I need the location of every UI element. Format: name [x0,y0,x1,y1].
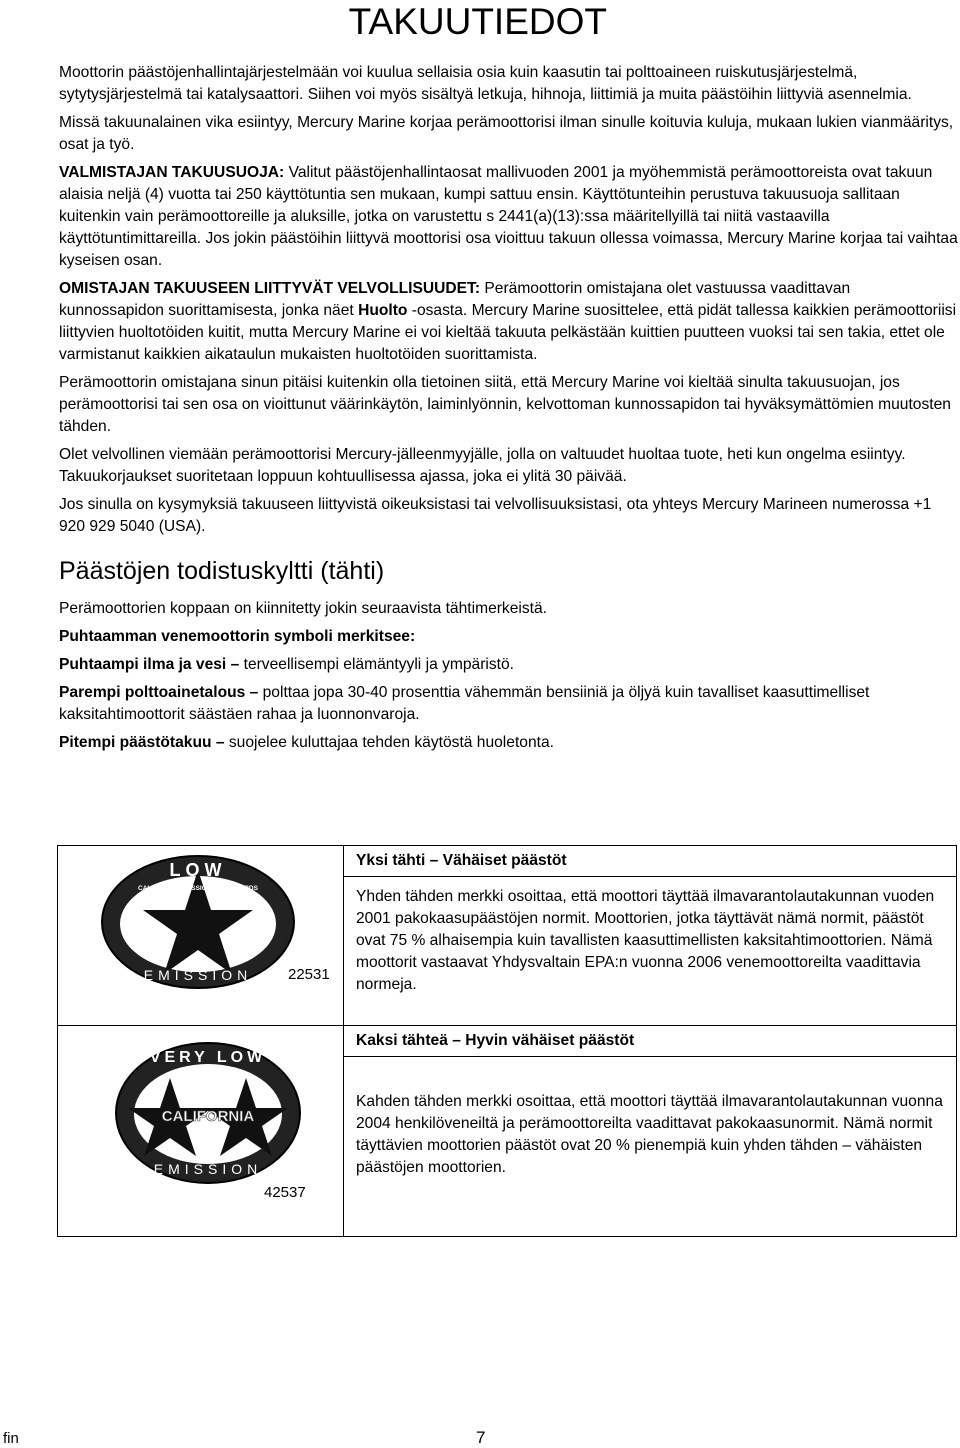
benefit-item [59,732,959,754]
section-intro: Perämoottorien koppaan on kiinnitetty jokin seuraavista tähtimerkeistä. [59,600,547,617]
benefit-label: Puhtaampi ilma ja vesi – [59,656,240,673]
manufacturer-coverage-text: Valitut päästöjenhallintaosat mallivuoden 2001 ja myöhemmistä perämoottoreista ovat takuun alaisia neljä (4) vuotta tai 250 käyttötuntia sen mukaan, kumpi sattuu ensin. Käyttötunteihin perustuva takuusuoja sallitaan kuitenkin vain perämoottoreille ja aluksille, jotka on varustettu s 2441(a)(13):ssa määritellyillä tai niitä vastaavilla käyttötuntimittareilla. Jos jokin päästöihin liittyvä moottorisi osa vioittuu takuun ollessa voimassa, Mercury Marine korjaa tai vaihtaa kyseisen osan. [59,164,958,269]
warranty-text [59,62,959,760]
benefit-item [59,654,959,676]
paragraph-dealer-service: Olet velvollinen viemään perämoottorisi Mercury‑jälleenmyyjälle, jolla on valtuudet huoltaa tuote, heti kun ongelma esiintyy. Takuukorjaukset suoritetaan loppuun kohtuullisessa ajassa, joka ei ylitä 30 päivää. [59,446,906,485]
badge-ring-text: CALIFORNIA EMISSIONS STANDARDS [138,885,258,892]
emission-labels-table [57,845,957,1237]
paragraph-manufacturer-coverage [59,162,959,272]
paragraph-defect-repair: Missä takuunalainen vika esiintyy, Mercury Marine korjaa perämoottorisi ilman sinulle koituvia kuluja, mukaan lukien vianmääritys, osat ja työ. [59,114,954,153]
badge-emission-text: EMISSION [143,967,253,983]
badge-low-text: LOW [169,860,227,880]
two-star-description: Kahden tähden merkki osoittaa, että moottori täyttää ilmavarantolautakunnan vuonna 2004 henkilöveneiltä ja perämoottoreilta vaadittavat pakokaasunormit. Nämä normit täyttävien moottorien päästöt ovat 20 % pienempiä kuin yhden tähden – vähäisten päästöjen moottorien. [356,1093,943,1176]
badge-emission-text: EMISSION [153,1161,263,1177]
table-divider [343,846,344,1236]
table-divider [343,1056,956,1057]
section-heading: Päästöjen todistuskyltti (tähti) [59,557,385,585]
one-star-title: Yksi tähti – Vähäiset päästöt [356,852,567,869]
two-star-very-low-emission-badge [108,1038,308,1188]
figure-code: 42537 [264,1184,306,1201]
maintenance-section-link[interactable]: Huolto [358,302,408,319]
benefit-text: polttaa jopa 30-40 prosenttia vähemmän bensiiniä ja öljyä kuin tavalliset kaasuttimelliset kaksitahtimoottorit säästäen rahaa ja luonnonvaroja. [59,684,870,723]
paragraph-contact: Jos sinulla on kysymyksiä takuuseen liittyvistä oikeuksistasi tai velvollisuuksistasi, ota yhteys Mercury Marineen numerossa +1 920 929 5040 (USA). [59,496,932,535]
benefit-item [59,682,959,726]
symbol-heading: Puhtaamman venemoottorin symboli merkitsee: [59,628,416,645]
paragraph-warranty-denial: Perämoottorin omistajana sinun pitäisi kuitenkin olla tietoinen siitä, että Mercury Marine voi kieltää sinulta takuusuojan, jos perämoottorisi tai sen osa on vioittunut väärinkäytön, laiminlyönnin, kelvottoman kunnossapidon tai hyväksymättömien muutosten tähden. [59,374,951,435]
one-star-low-emission-badge [98,852,298,992]
paragraph-emission-system: Moottorin päästöjenhallintajärjestelmään voi kuulua sellaisia osia kuin kaasutin tai polttoaineen ruiskutusjärjestelmä, sytytysjärjestelmä tai katalysaattori. Siihen voi myös sisältyä letkuja, hihnoja, liittimiä ja muita päästöihin liittyviä asennelmia. [59,64,912,103]
table-divider [58,1025,956,1026]
page-number: 7 [476,1428,486,1447]
table-divider [343,876,956,877]
badge-california-text: CALIFORNIA [161,1108,255,1125]
figure-code: 22531 [288,966,330,983]
one-star-description: Yhden tähden merkki osoittaa, että moottori täyttää ilmavarantolautakunnan vuoden 2001 pakokaasupäästöjen normit. Moottorien, jotka täyttävät nämä normit, päästöt ovat 75 % alhaisempia kuin tavallisten kaasuttimellisten kaksitahtimoottorien. Nämä moottorit vastaavat Yhdysvaltain EPA:n vuonna 2006 venemoottoreilta vaadittavia normeja. [356,888,935,993]
page-title: TAKUUTIEDOT [348,1,607,42]
paragraph-owner-responsibilities [59,278,959,366]
owner-responsibilities-label: OMISTAJAN TAKUUSEEN LIITTYVÄT VELVOLLISUUDET: [59,280,481,297]
owner-responsibilities-text-b: -osasta. Mercury Marine suosittelee, että pidät tallessa kaikkien perämoottoriisi liittyvien huoltotöiden kuitit, mutta Mercury Marine ei voi kieltää takuuta pelkästään kuittien puutteen vuoksi tai sen takia, ettet ole varmistanut kaikkien aikataulun mukaisten huoltotöiden suorittamista. [59,302,957,363]
benefit-text: suojelee kuluttajaa tehden käytöstä huoletonta. [224,734,554,751]
manufacturer-coverage-label: VALMISTAJAN TAKUUSUOJA: [59,164,285,181]
two-star-title: Kaksi tähteä – Hyvin vähäiset päästöt [356,1032,635,1049]
footer-language: fin [3,1430,19,1447]
badge-very-low-text: VERY LOW [149,1049,267,1066]
benefit-label: Pitempi päästötakuu – [59,734,225,751]
owner-responsibilities-text-a: Perämoottorin omistajana olet vastuussa vaadittavan kunnossapidon suorittamisesta, jonka näet [59,280,851,319]
benefit-label: Parempi polttoainetalous – [59,684,259,701]
benefit-text: terveellisempi elämäntyyli ja ympäristö. [239,656,514,673]
